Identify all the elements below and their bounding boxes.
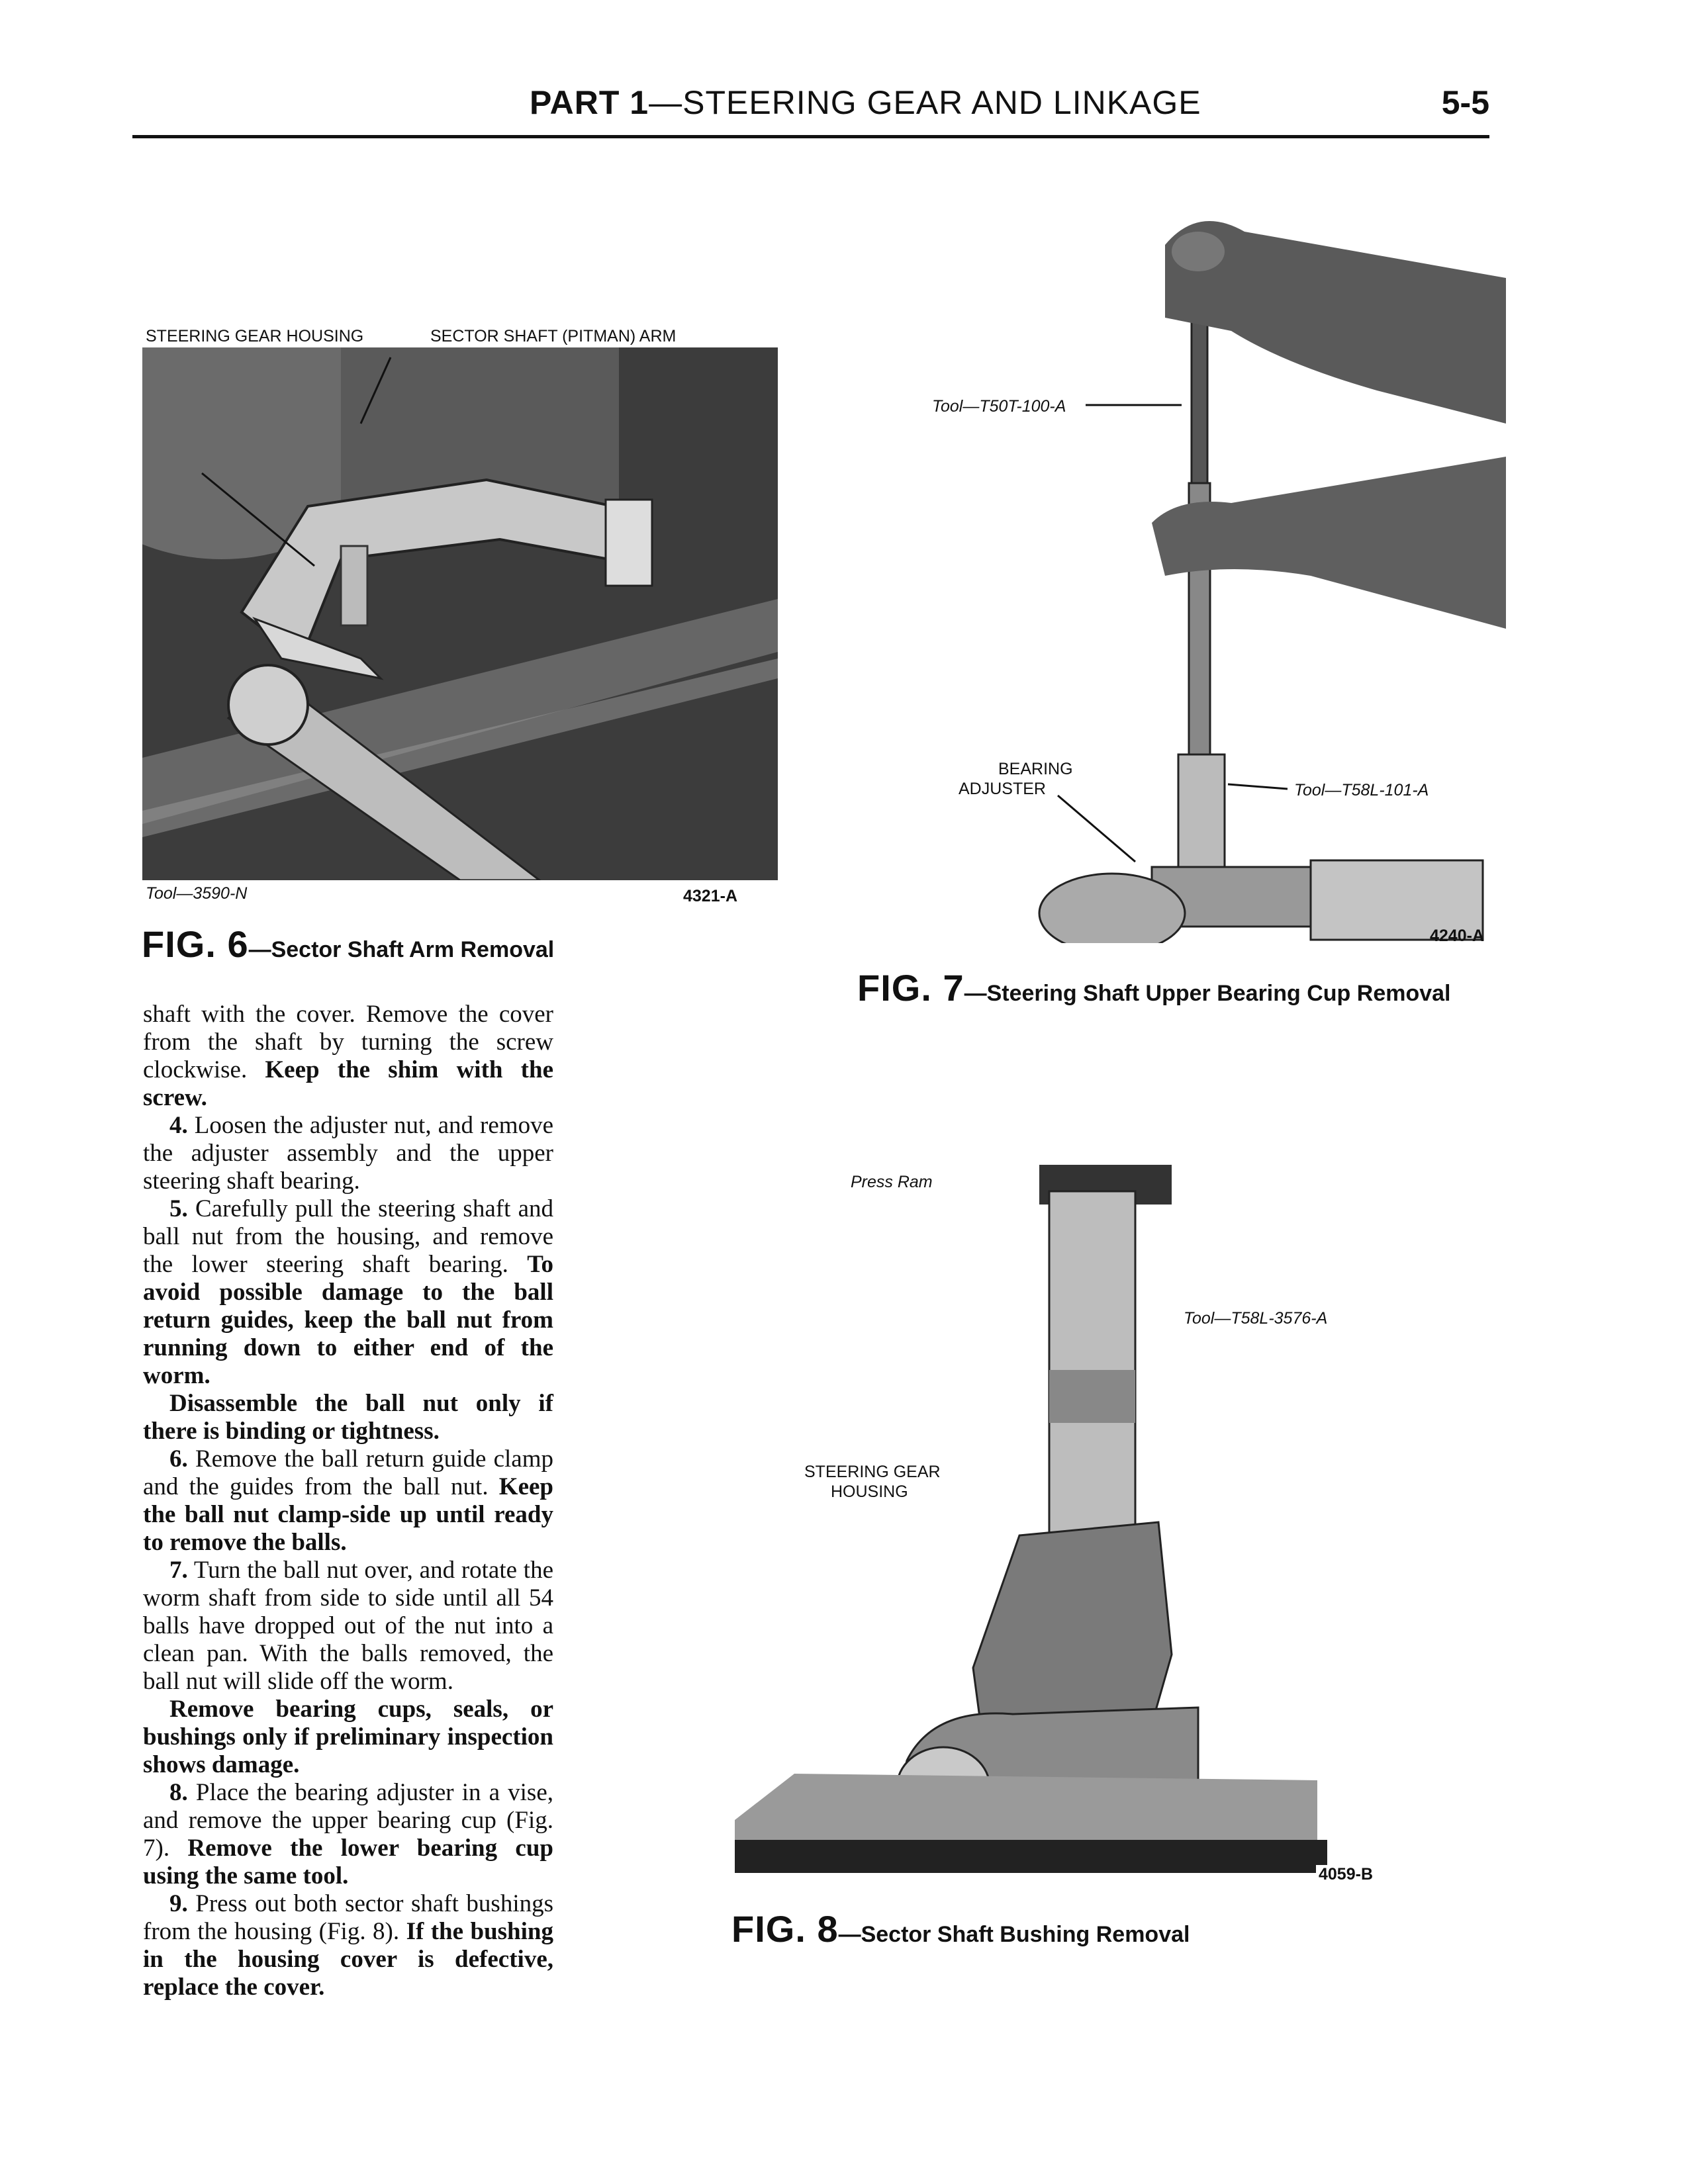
step-7-number: 7.	[169, 1557, 188, 1584]
step-6-bold: Keep the ball nut clamp-side up until ready to remove the balls.	[143, 1473, 553, 1556]
paragraph-note-bearing-cups	[143, 1696, 553, 1779]
fig8-code: 4059-B	[1316, 1865, 1376, 1884]
paragraph-step-4	[143, 1112, 553, 1195]
step-9-number: 9.	[169, 1890, 188, 1917]
fig7-leader-bearing	[1058, 796, 1135, 862]
note-ball-nut-bold: Disassemble the ball nut only if there is binding or tightness.	[143, 1390, 553, 1445]
header-part: PART 1	[530, 84, 649, 121]
fig6-label-housing: STEERING GEAR HOUSING	[146, 327, 364, 345]
fig8-caption-number: FIG. 8	[731, 1908, 839, 1950]
step-5-number: 5.	[169, 1195, 188, 1222]
header-section: —STEERING GEAR AND LINKAGE	[649, 84, 1201, 121]
fig7-code: 4240-A	[1430, 927, 1484, 945]
page-number: 5-5	[1441, 84, 1489, 121]
fig7-caption	[857, 966, 1451, 1009]
step-9-text: Press out both sector shaft bushings from the housing (Fig. 8).	[143, 1890, 553, 1945]
fig7-leader-tool-bottom	[1228, 784, 1288, 789]
fig8-label-housing-line2: HOUSING	[831, 1482, 908, 1501]
step-5-bold: To avoid possible damage to the ball return guides, keep the ball nut from running down to either end of the worm.	[143, 1251, 553, 1389]
step-4-text: Loosen the adjuster nut, and remove the adjuster assembly and the upper steering shaft bearing.	[143, 1112, 553, 1195]
step-9-bold: If the bushing in the housing cover is defective, replace the cover.	[143, 1918, 553, 2001]
paragraph-note-ball-nut	[143, 1390, 553, 1445]
paragraph-step-5	[143, 1195, 553, 1390]
step-6-text: Remove the ball return guide clamp and the guides from the ball nut.	[143, 1445, 553, 1500]
fig8-photo-illustration	[735, 1152, 1327, 1873]
fig6-code: 4321-A	[683, 887, 737, 905]
fig8-caption-text: —Sector Shaft Bushing Removal	[838, 1922, 1190, 1947]
fig8-label-ram: Press Ram	[851, 1173, 933, 1191]
step-5-text: Carefully pull the steering shaft and ball nut from the housing, and remove the lower steering shaft bearing.	[143, 1195, 553, 1278]
fig8-label-tool: Tool—T58L-3576-A	[1184, 1309, 1328, 1328]
fig7-label-tool-top: Tool—T50T-100-A	[932, 397, 1066, 416]
fig6-label-tool: Tool—3590-N	[146, 884, 248, 903]
paragraph-step-9	[143, 1890, 553, 2001]
step-8-number: 8.	[169, 1779, 188, 1806]
fig7-label-bearing-line1: BEARING	[998, 760, 1073, 778]
fig8-caption	[731, 1907, 1190, 1950]
fig7-caption-number: FIG. 7	[857, 967, 964, 1009]
paragraph-step-7	[143, 1557, 553, 1696]
fig6-leader-housing	[361, 357, 391, 424]
step-4-number: 4.	[169, 1112, 188, 1139]
body-text	[143, 1001, 553, 2001]
fig7-label-tool-bottom: Tool—T58L-101-A	[1294, 781, 1429, 799]
fig7-caption-text: —Steering Shaft Upper Bearing Cup Removal	[964, 981, 1451, 1006]
fig8-photo	[735, 1152, 1327, 1873]
step-7-text: Turn the ball nut over, and rotate the worm shaft from side to side until all 54 balls have dropped out of the nut into a clean pan. With the balls removed, the ball nut will slide off the worm.	[143, 1557, 553, 1695]
fig8-label-housing-line1: STEERING GEAR	[804, 1463, 941, 1481]
fig6-label-arm: SECTOR SHAFT (PITMAN) ARM	[430, 327, 677, 345]
step-8-text: Place the bearing adjuster in a vise, and remove the upper bearing cup (Fig. 7).	[143, 1779, 553, 1862]
paragraph-step-8	[143, 1779, 553, 1890]
paragraph-1-bold: Keep the shim with the screw.	[143, 1056, 553, 1111]
paragraph-step-6	[143, 1445, 553, 1557]
fig6-caption-text: —Sector Shaft Arm Removal	[248, 937, 555, 962]
paragraph-1	[143, 1001, 553, 1112]
step-6-number: 6.	[169, 1445, 188, 1473]
step-8-bold: Remove the lower bearing cup using the same tool.	[143, 1835, 553, 1889]
fig7-label-bearing-line2: ADJUSTER	[959, 780, 1046, 798]
note-bearing-cups-bold: Remove bearing cups, seals, or bushings only if preliminary inspection shows damage.	[143, 1696, 553, 1778]
fig6-caption-number: FIG. 6	[142, 923, 249, 965]
paragraph-1-text: shaft with the cover. Remove the cover from the shaft by turning the screw clockwise.	[143, 1001, 553, 1083]
